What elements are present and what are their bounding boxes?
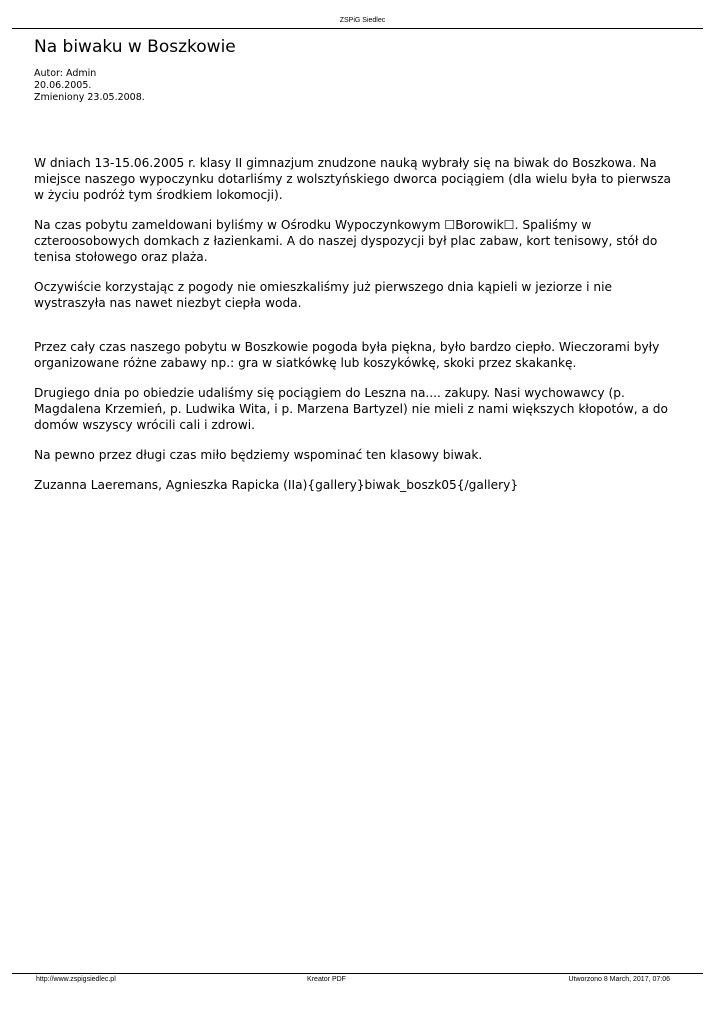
article-author: Autor: Admin xyxy=(34,68,97,79)
article-paragraph: W dniach 13-15.06.2005 r. klasy II gimnazjum znudzone nauką wybrały się na biwak do Boszkowa. Na miejsce naszego wypoczynku dotarliśmy z wolsztyńskiego dworca pociągiem (dla wielu była to pierwsza w życiu podróż tym środkiem lokomocji). xyxy=(34,156,671,202)
article-paragraph: Drugiego dnia po obiedzie udaliśmy się pociągiem do Leszna na.... zakupy. Nasi wychowawcy (p. Magdalena Krzemień, p. Ludwika Wita, i p. Marzena Bartyzel) nie mieli z nami większych kłopotów, a do domów wszyscy wrócili cali i zdrowi. xyxy=(34,386,668,432)
footer-url-link[interactable]: http://www.zspigsiedlec.pl xyxy=(36,976,116,983)
header-site-name: ZSPiG Siedlec xyxy=(339,17,386,24)
header-divider xyxy=(12,28,703,29)
article-paragraph: Przez cały czas naszego pobytu w Boszkowie pogoda była piękna, było bardzo ciepło. Wieczorami były organizowane różne zabawy np.: gra w siatkówkę lub koszykówkę, skoki przez skakankę. xyxy=(34,340,660,370)
article-paragraph: Na czas pobytu zameldowani byliśmy w Ośrodku Wypoczynkowym ☐Borowik☐. Spaliśmy w czteroosobowych domkach z łazienkami. A do naszej dyspozycji był plac zabaw, kort tenisowy, stół do tenisa stołowego oraz plaża. xyxy=(34,218,658,264)
article-paragraph: Na pewno przez długi czas miło będziemy wspominać ten klasowy biwak. xyxy=(34,448,483,462)
article-created-date: 20.06.2005. xyxy=(34,80,92,91)
article-signature: Zuzanna Laeremans, Agnieszka Rapicka (IIa){gallery}biwak_boszk05{/gallery} xyxy=(34,478,519,492)
article-title: Na biwaku w Boszkowie xyxy=(34,37,236,57)
article-body xyxy=(34,155,684,507)
footer-created-at: Utworzono 8 March, 2017, 07:06 xyxy=(568,976,670,983)
article-paragraph: Oczywiście korzystając z pogody nie omieszkaliśmy już pierwszego dnia kąpieli w jeziorze i nie wystraszyła nas nawet niezbyt ciepła woda. xyxy=(34,280,612,310)
article-modified-date: Zmieniony 23.05.2008. xyxy=(34,92,145,103)
footer-generator: Kreator PDF xyxy=(307,976,346,983)
footer-divider xyxy=(12,973,703,974)
article-meta xyxy=(34,68,145,104)
